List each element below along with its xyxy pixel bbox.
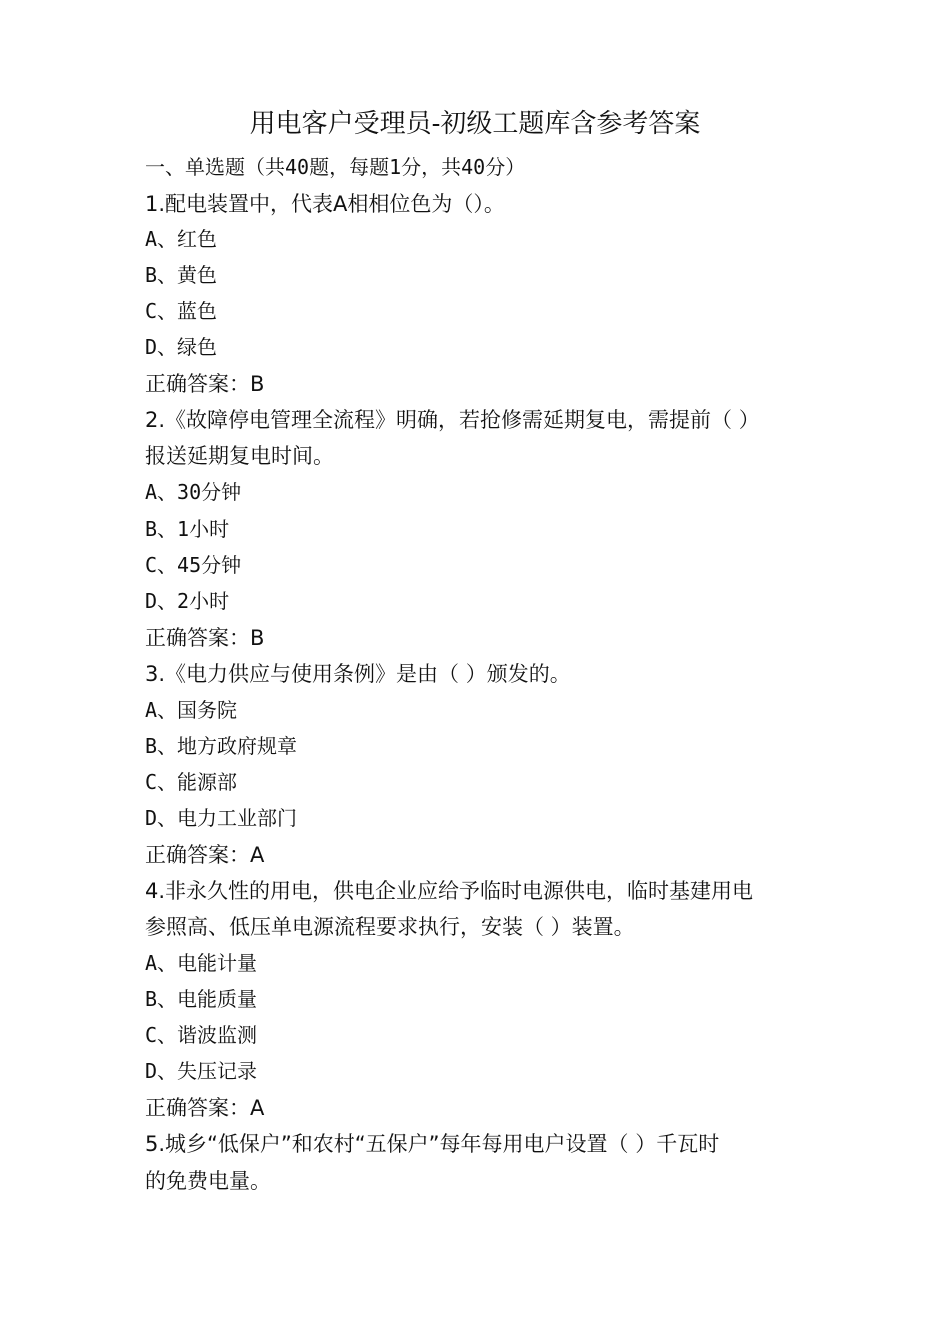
question-1-answer: 正确答案：B	[145, 372, 265, 396]
question-5-stem-line-1: 5.城乡“低保户”和农村“五保户”每年每用电户设置（ ）千瓦时	[145, 1132, 720, 1156]
question-4-option-c: C、谐波监测	[145, 1023, 258, 1047]
question-4-answer: 正确答案：A	[145, 1096, 265, 1120]
question-2-option-a: A、30分钟	[145, 480, 242, 504]
question-5-stem-line-2: 的免费电量。	[145, 1169, 271, 1193]
question-3-option-c: C、能源部	[145, 770, 238, 794]
question-4-stem-line-1: 4.非永久性的用电，供电企业应给予临时电源供电，临时基建用电	[145, 879, 754, 903]
question-4-option-a: A、电能计量	[145, 951, 258, 975]
question-3-option-a: A、国务院	[145, 698, 238, 722]
document-title: 用电客户受理员-初级工题库含参考答案	[249, 109, 701, 139]
question-4-stem-line-2: 参照高、低压单电源流程要求执行，安装（ ）装置。	[145, 915, 635, 939]
question-4-option-b: B、电能质量	[145, 987, 258, 1011]
question-2-stem-line-1: 2.《故障停电管理全流程》明确，若抢修需延期复电，需提前（ ）	[145, 408, 760, 432]
question-3-answer: 正确答案：A	[145, 843, 265, 867]
question-2-option-c: C、45分钟	[145, 553, 242, 577]
question-2-option-b: B、1小时	[145, 517, 230, 541]
question-2-option-d: D、2小时	[145, 589, 230, 613]
question-3-option-d: D、电力工业部门	[145, 806, 298, 830]
question-1-option-d: D、绿色	[145, 335, 218, 359]
question-1-option-a: A、红色	[145, 227, 218, 251]
question-1-option-b: B、黄色	[145, 263, 218, 287]
question-2-stem-line-2: 报送延期复电时间。	[145, 444, 334, 468]
question-3-option-b: B、地方政府规章	[145, 734, 298, 758]
question-1-stem: 1.配电装置中，代表A相相位色为（）。	[145, 192, 505, 216]
question-4-option-d: D、失压记录	[145, 1059, 258, 1083]
question-3-stem: 3.《电力供应与使用条例》是由（ ）颁发的。	[145, 662, 571, 686]
question-1-option-c: C、蓝色	[145, 299, 218, 323]
section-heading: 一、单选题（共40题，每题1分，共40分）	[145, 155, 526, 179]
question-2-answer: 正确答案：B	[145, 626, 265, 650]
